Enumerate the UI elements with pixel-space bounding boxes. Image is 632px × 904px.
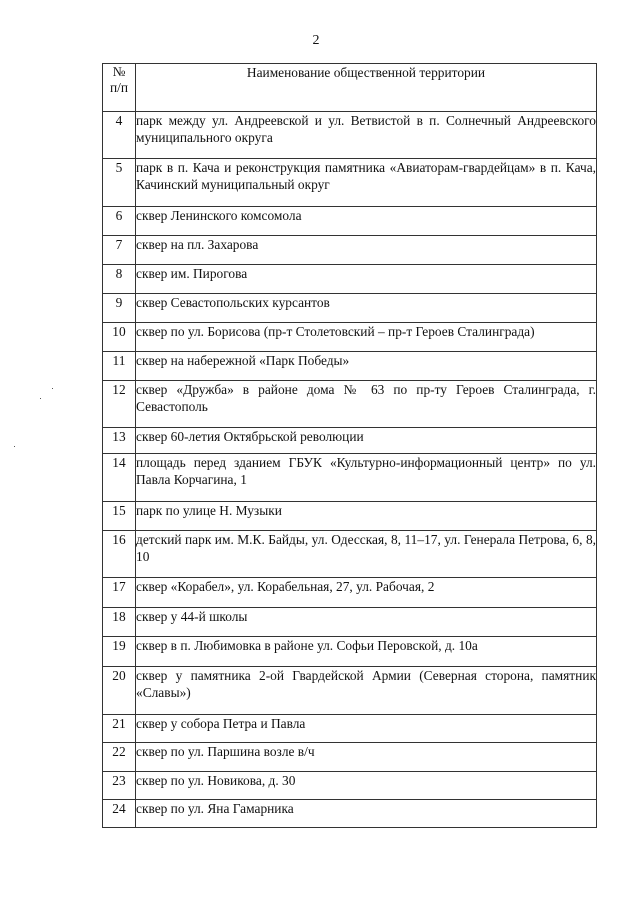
row-number: 24 — [103, 800, 136, 828]
table-row — [103, 112, 597, 159]
territory-name: парк между ул. Андреевской и ул. Ветвистой в п. Солнечный Андреевского муниципального округа — [136, 112, 597, 159]
territory-name: сквер 60-летия Октябрьской революции — [136, 428, 597, 454]
territory-name: сквер Ленинского комсомола — [136, 207, 597, 236]
table-row — [103, 207, 597, 236]
table-row — [103, 800, 597, 828]
table-row — [103, 323, 597, 352]
territory-name: сквер по ул. Паршина возле в/ч — [136, 743, 597, 772]
header-name-cell: Наименование общественной территории — [136, 64, 597, 112]
territory-name: сквер в п. Любимовка в районе ул. Софьи Перовской, д. 10а — [136, 637, 597, 667]
row-number: 13 — [103, 428, 136, 454]
territories-table — [102, 63, 597, 828]
territory-name: парк по улице Н. Музыки — [136, 502, 597, 531]
margin-dot — [14, 446, 15, 447]
row-number: 17 — [103, 578, 136, 608]
margin-dot — [40, 398, 41, 399]
row-number: 23 — [103, 772, 136, 800]
table-row — [103, 772, 597, 800]
header-number-cell — [103, 64, 136, 112]
row-number: 11 — [103, 352, 136, 381]
territory-name: сквер им. Пирогова — [136, 265, 597, 294]
row-number: 16 — [103, 531, 136, 578]
territory-name: сквер Севастопольских курсантов — [136, 294, 597, 323]
row-number: 12 — [103, 381, 136, 428]
row-number: 19 — [103, 637, 136, 667]
table-row — [103, 667, 597, 715]
page-number: 2 — [312, 33, 320, 48]
territory-name: сквер по ул. Борисова (пр-т Столетовский – пр-т Героев Сталинграда) — [136, 323, 597, 352]
row-number: 18 — [103, 608, 136, 637]
row-number: 8 — [103, 265, 136, 294]
table-row — [103, 637, 597, 667]
territory-name: детский парк им. М.К. Байды, ул. Одесская, 8, 11–17, ул. Генерала Петрова, 6, 8, 10 — [136, 531, 597, 578]
table-row — [103, 236, 597, 265]
territory-name: сквер «Дружба» в районе дома № 63 по пр-ту Героев Сталинграда, г. Севастополь — [136, 381, 597, 428]
row-number: 5 — [103, 159, 136, 207]
territory-name: площадь перед зданием ГБУК «Культурно-информационный центр» по ул. Павла Корчагина, 1 — [136, 454, 597, 502]
row-number: 15 — [103, 502, 136, 531]
row-number: 20 — [103, 667, 136, 715]
row-number: 4 — [103, 112, 136, 159]
table-row — [103, 531, 597, 578]
table-row — [103, 454, 597, 502]
row-number: 9 — [103, 294, 136, 323]
table-row — [103, 428, 597, 454]
row-number: 10 — [103, 323, 136, 352]
table-row — [103, 502, 597, 531]
table-row — [103, 608, 597, 637]
row-number: 7 — [103, 236, 136, 265]
row-number: 21 — [103, 715, 136, 743]
table-header-row — [103, 64, 597, 112]
header-number-abbrev: п/п — [109, 80, 129, 95]
margin-dot — [52, 388, 53, 389]
table-row — [103, 381, 597, 428]
territory-name: сквер «Корабел», ул. Корабельная, 27, ул. Рабочая, 2 — [136, 578, 597, 608]
table-row — [103, 159, 597, 207]
row-number: 6 — [103, 207, 136, 236]
table-row — [103, 743, 597, 772]
row-number: 22 — [103, 743, 136, 772]
table-row — [103, 578, 597, 608]
table-row — [103, 352, 597, 381]
territory-name: сквер на пл. Захарова — [136, 236, 597, 265]
territory-name: сквер по ул. Яна Гамарника — [136, 800, 597, 828]
table-row — [103, 294, 597, 323]
territory-name: сквер по ул. Новикова, д. 30 — [136, 772, 597, 800]
table-row — [103, 715, 597, 743]
territory-name: сквер на набережной «Парк Победы» — [136, 352, 597, 381]
territory-name: сквер у 44-й школы — [136, 608, 597, 637]
territory-name: парк в п. Кача и реконструкция памятника «Авиаторам-гвардейцам» в п. Кача, Качинский муниципальный округ — [136, 159, 597, 207]
row-number: 14 — [103, 454, 136, 502]
header-number-symbol: № — [112, 64, 126, 79]
table-row — [103, 265, 597, 294]
territory-name: сквер у памятника 2-ой Гвардейской Армии (Северная сторона, памятник «Славы») — [136, 667, 597, 715]
territory-name: сквер у собора Петра и Павла — [136, 715, 597, 743]
